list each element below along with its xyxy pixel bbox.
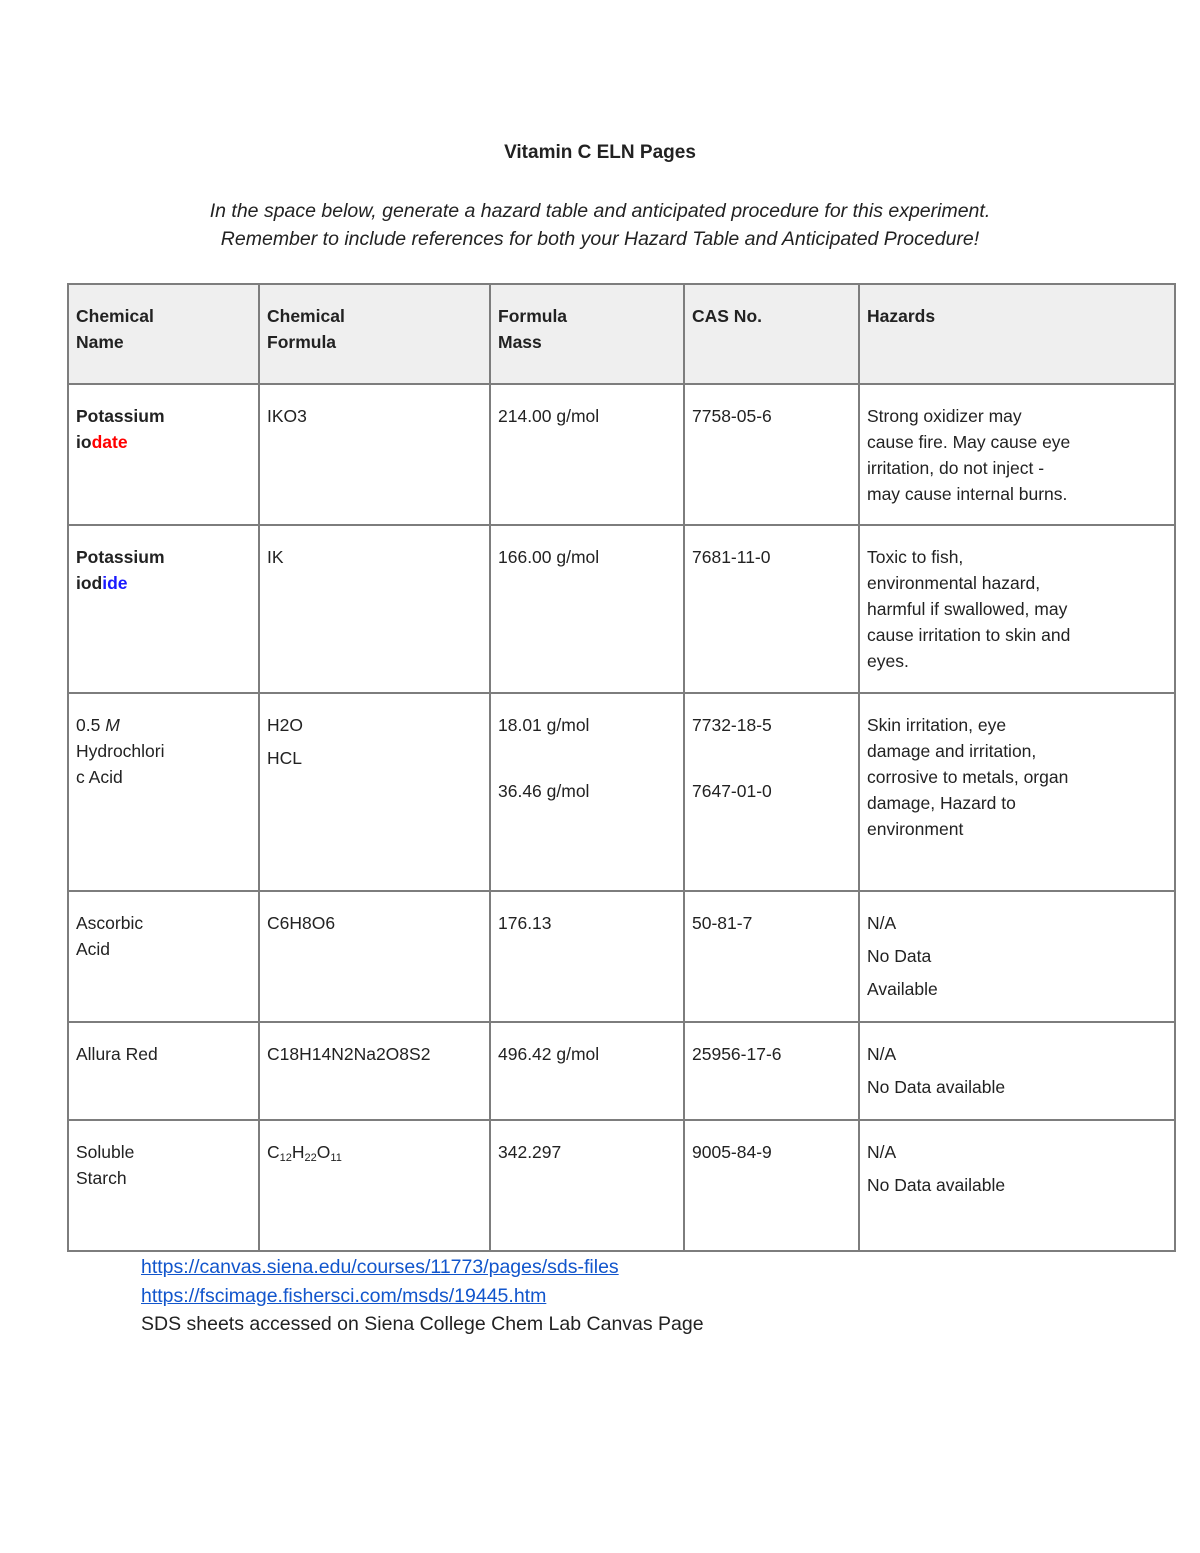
page-title: Vitamin C ELN Pages: [504, 142, 696, 163]
intro-line-1: In the space below, generate a hazard table and anticipated procedure for this experiment.: [209, 200, 991, 222]
hazard-table: [67, 283, 1176, 1252]
table-row: [68, 1120, 1175, 1251]
cell-chemical-name: Potassium iodate: [68, 384, 259, 525]
cell-formula: IK: [259, 525, 490, 693]
header-hazards: Hazards: [859, 284, 1175, 384]
cell-hazards: Toxic to fish, environmental hazard, harmful if swallowed, may cause irritation to skin and eyes.: [859, 525, 1175, 693]
cell-cas: 7732-18-5 7647-01-0: [684, 693, 859, 891]
cell-cas: 9005-84-9: [684, 1120, 859, 1251]
cell-mass: 342.297: [490, 1120, 684, 1251]
cell-mass: 176.13: [490, 891, 684, 1022]
cell-mass: 18.01 g/mol 36.46 g/mol: [490, 693, 684, 891]
reference-note: SDS sheets accessed on Siena College Chem Lab Canvas Page: [141, 1313, 704, 1335]
header-formula-mass: Formula Mass: [490, 284, 684, 384]
cell-chemical-name: Ascorbic Acid: [68, 891, 259, 1022]
cell-hazards: N/A No Data available: [859, 1120, 1175, 1251]
reference-link-fishersci[interactable]: https://fscimage.fishersci.com/msds/19445.htm: [141, 1284, 547, 1307]
cell-cas: 7681-11-0: [684, 525, 859, 693]
table-row: [68, 1022, 1175, 1120]
cell-hazards: Strong oxidizer may cause fire. May cause eye irritation, do not inject - may cause internal burns.: [859, 384, 1175, 525]
header-chemical-formula: Chemical Formula: [259, 284, 490, 384]
cell-formula: $C_{12}H_{22}O_{11}$: [259, 1120, 490, 1251]
cell-chemical-name: Potassium iodide: [68, 525, 259, 693]
cell-formula: C6H8O6: [259, 891, 490, 1022]
header-cas-no: CAS No.: [684, 284, 859, 384]
cell-chemical-name: 0.5 M Hydrochlori c Acid: [68, 693, 259, 891]
header-chemical-name: Chemical Name: [68, 284, 259, 384]
cell-chemical-name: Allura Red: [68, 1022, 259, 1120]
cell-hazards: N/A No Data Available: [859, 891, 1175, 1022]
table-row: [68, 891, 1175, 1022]
cell-cas: 25956-17-6: [684, 1022, 859, 1120]
cell-formula: H2O HCL: [259, 693, 490, 891]
cell-cas: 7758-05-6: [684, 384, 859, 525]
cell-hazards: N/A No Data available: [859, 1022, 1175, 1120]
table-row: [68, 384, 1175, 525]
cell-chemical-name: Soluble Starch: [68, 1120, 259, 1251]
reference-link-canvas[interactable]: https://canvas.siena.edu/courses/11773/pages/sds-files: [141, 1256, 619, 1278]
cell-mass: 214.00 g/mol: [490, 384, 684, 525]
cell-formula: C18H14N2Na2O8S2: [259, 1022, 490, 1120]
cell-mass: 496.42 g/mol: [490, 1022, 684, 1120]
cell-hazards: Skin irritation, eye damage and irritation, corrosive to metals, organ damage, Hazard to environment: [859, 693, 1175, 891]
references: [141, 1253, 704, 1339]
intro-line-2: Remember to include references for both your Hazard Table and Anticipated Procedure!: [220, 228, 980, 250]
cell-formula: IKO3: [259, 384, 490, 525]
cell-cas: 50-81-7: [684, 891, 859, 1022]
table-row: [68, 525, 1175, 693]
table-header-row: [68, 284, 1175, 384]
cell-mass: 166.00 g/mol: [490, 525, 684, 693]
table-row: [68, 693, 1175, 891]
